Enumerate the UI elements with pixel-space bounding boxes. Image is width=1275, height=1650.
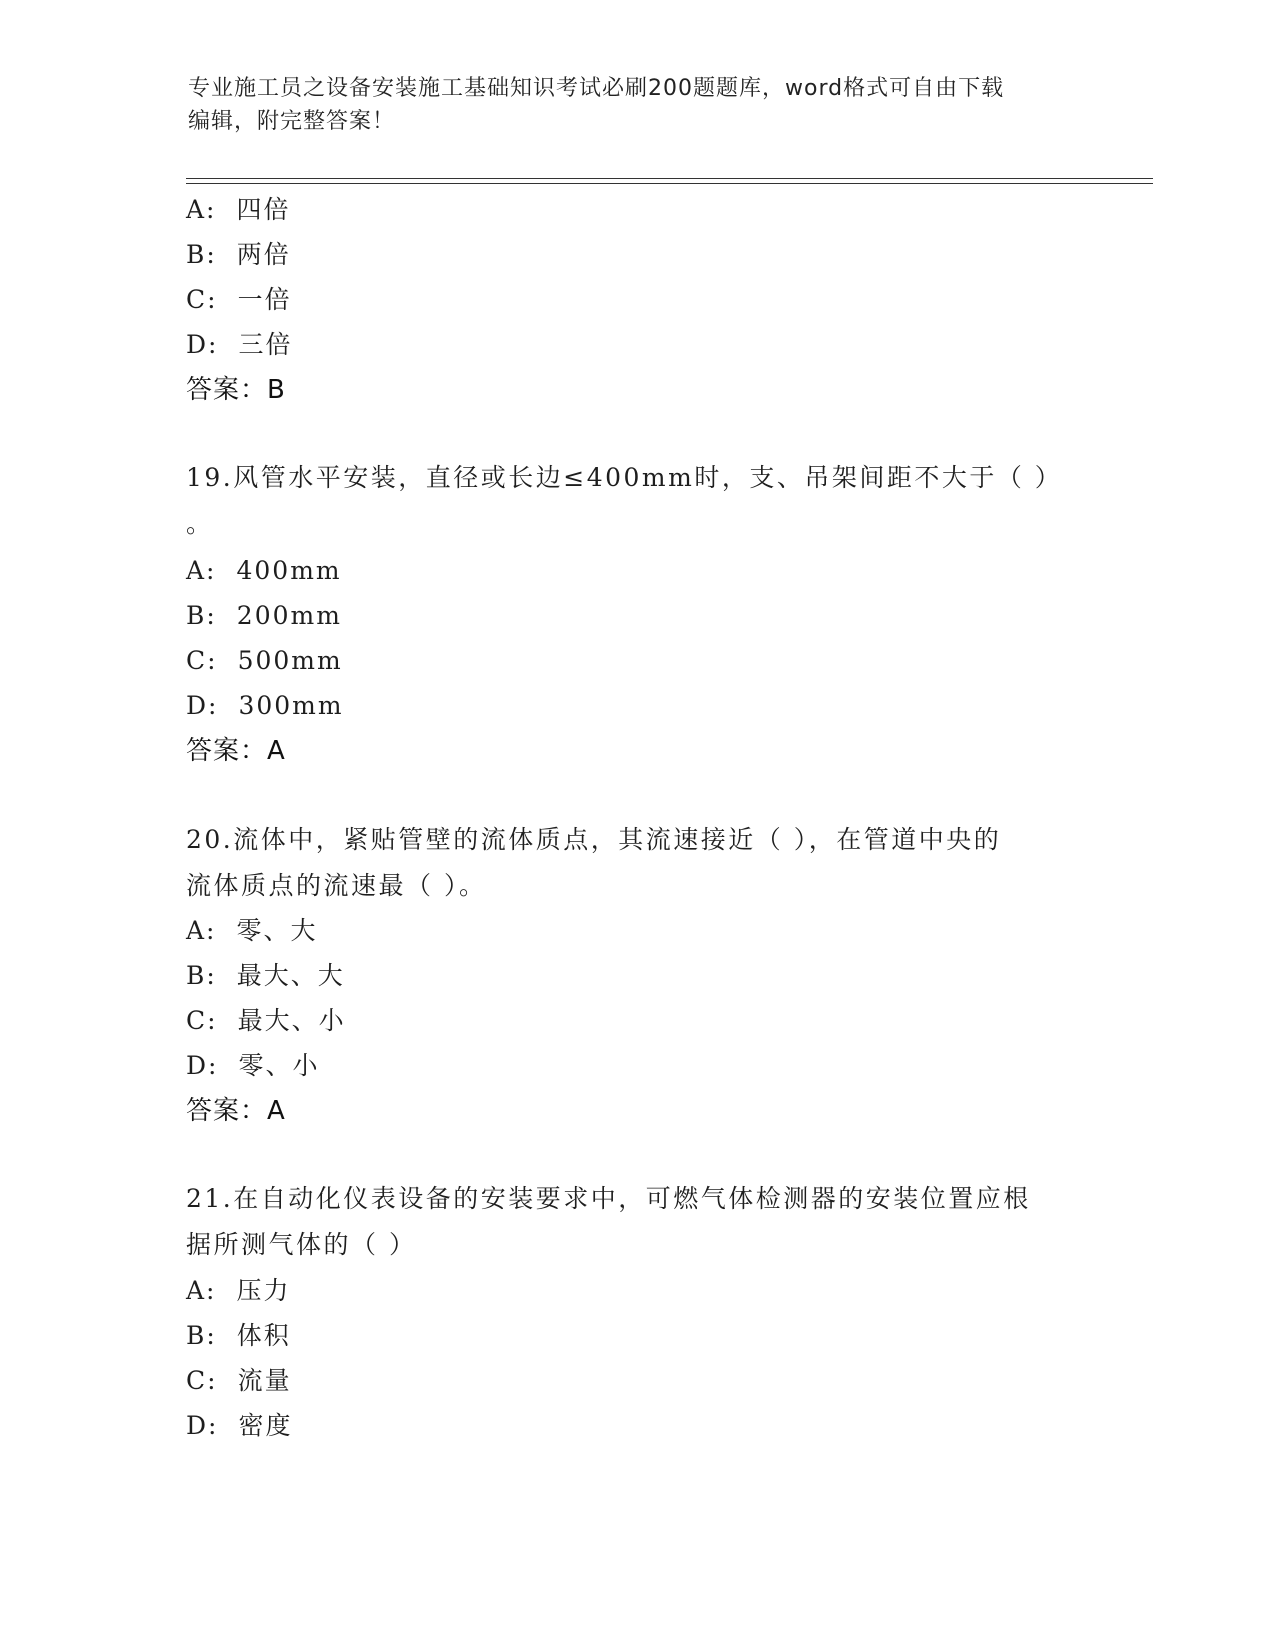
option-text: 四倍 xyxy=(236,195,291,224)
option-letter: D: xyxy=(186,691,219,720)
answer-line: 答案：B xyxy=(186,375,286,405)
option-c xyxy=(186,645,343,677)
option-b xyxy=(186,1320,291,1352)
option-text: 一倍 xyxy=(237,285,292,314)
option-letter: D: xyxy=(186,1411,219,1440)
header-line-2: 编辑，附完整答案！ xyxy=(188,109,396,134)
answer-line: 答案：A xyxy=(186,1096,286,1126)
option-text: 密度 xyxy=(238,1411,293,1440)
option-text: 零、大 xyxy=(236,916,318,945)
option-b xyxy=(186,239,291,271)
question-line-2: 据所测气体的（ ） xyxy=(186,1230,417,1259)
option-letter: D: xyxy=(186,330,219,359)
header-divider-bottom xyxy=(186,183,1153,184)
option-text: 最大、小 xyxy=(237,1006,346,1035)
option-a xyxy=(186,1275,291,1307)
header-line-1: 专业施工员之设备安装施工基础知识考试必刷200题题库，word格式可自由下载 xyxy=(188,76,1005,101)
option-letter: A: xyxy=(186,195,217,224)
question-line-1: 21.在自动化仪表设备的安装要求中，可燃气体检测器的安装位置应根 xyxy=(186,1184,1031,1213)
option-text: 300mm xyxy=(238,691,344,720)
question-text xyxy=(186,455,1086,547)
option-a xyxy=(186,915,318,947)
option-text: 压力 xyxy=(236,1276,291,1305)
option-b xyxy=(186,600,342,632)
option-letter: D: xyxy=(186,1051,219,1080)
option-letter: B: xyxy=(186,240,217,269)
option-c xyxy=(186,284,292,316)
option-d xyxy=(186,1410,292,1442)
option-letter: B: xyxy=(186,961,217,990)
option-text: 500mm xyxy=(237,646,343,675)
header-divider-top xyxy=(186,178,1153,179)
question-line-1: 20.流体中，紧贴管壁的流体质点，其流速接近（ ），在管道中央的 xyxy=(186,825,1002,854)
option-letter: C: xyxy=(186,646,218,675)
option-c xyxy=(186,1365,292,1397)
option-letter: A: xyxy=(186,916,217,945)
option-text: 流量 xyxy=(237,1366,292,1395)
option-c xyxy=(186,1005,346,1037)
option-b xyxy=(186,960,345,992)
question-line-2: 流体质点的流速最（ ）。 xyxy=(186,871,487,900)
option-text: 零、小 xyxy=(238,1051,320,1080)
option-text: 最大、大 xyxy=(236,961,345,990)
document-header xyxy=(188,72,1068,138)
option-text: 三倍 xyxy=(238,330,293,359)
option-d xyxy=(186,1050,319,1082)
option-text: 两倍 xyxy=(236,240,291,269)
option-text: 200mm xyxy=(236,601,342,630)
question-text xyxy=(186,1176,1086,1268)
option-text: 400mm xyxy=(236,556,342,585)
answer-line: 答案：A xyxy=(186,736,286,766)
option-letter: C: xyxy=(186,1006,218,1035)
option-letter: A: xyxy=(186,1276,217,1305)
option-letter: C: xyxy=(186,1366,218,1395)
question-line-1: 19.风管水平安装，直径或长边≤400mm时，支、吊架间距不大于（ ） xyxy=(186,463,1063,492)
option-letter: A: xyxy=(186,556,217,585)
question-text xyxy=(186,817,1086,909)
option-d xyxy=(186,690,344,722)
option-text: 体积 xyxy=(236,1321,291,1350)
option-a xyxy=(186,194,291,226)
question-line-2: 。 xyxy=(186,509,214,538)
option-a xyxy=(186,555,342,587)
option-letter: B: xyxy=(186,601,217,630)
option-letter: B: xyxy=(186,1321,217,1350)
option-d xyxy=(186,329,292,361)
option-letter: C: xyxy=(186,285,218,314)
